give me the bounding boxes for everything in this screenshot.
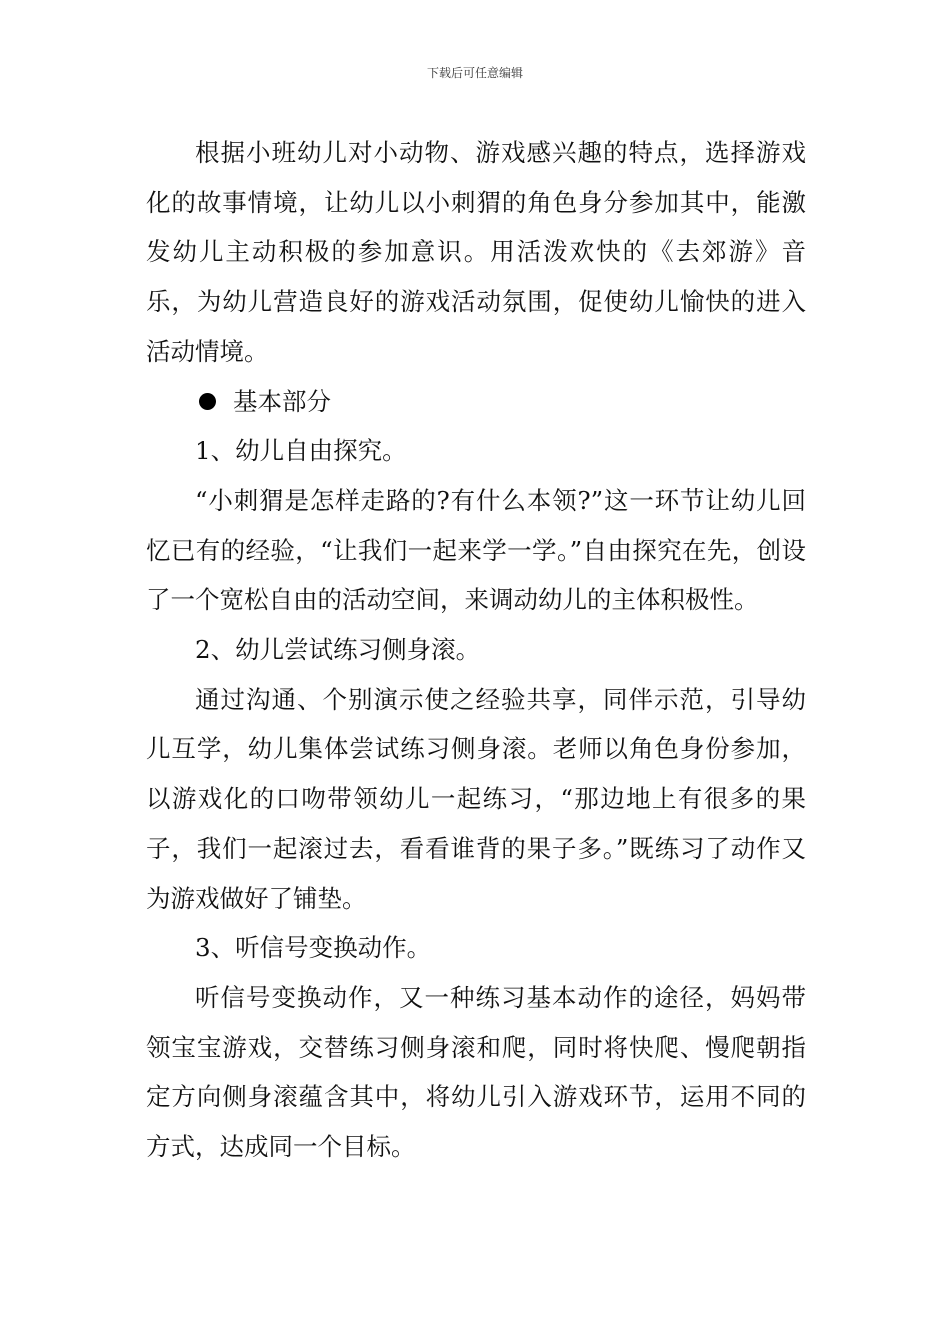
document-body bbox=[146, 128, 806, 1172]
item3-title: 3、听信号变换动作。 bbox=[195, 933, 432, 963]
section-heading: 基本部分 bbox=[233, 386, 331, 416]
intro-paragraph: 根据小班幼儿对小动物、游戏感兴趣的特点，选择游戏化的故事情境，让幼儿以小刺猬的角色身分参加其中，能激发幼儿主动积极的参加意识。用活泼欢快的《去郊游》音乐，为幼儿营造良好的游戏活动氛围，促使幼儿愉快的进入活动情境。 bbox=[146, 138, 806, 366]
item3-paragraph: 听信号变换动作，又一种练习基本动作的途径，妈妈带领宝宝游戏，交替练习侧身滚和爬，同时将快爬、慢爬朝指定方向侧身滚蕴含其中，将幼儿引入游戏环节，运用不同的方式，达成同一个目标。 bbox=[146, 982, 806, 1162]
bullet-icon bbox=[199, 393, 216, 410]
item2-title: 2、幼儿尝试练习侧身滚。 bbox=[195, 635, 481, 665]
item1-paragraph: “小刺猬是怎样走路的?有什么本领?”这一环节让幼儿回忆已有的经验，“让我们一起来学一学。”自由探究在先，创设了一个宽松自由的活动空间，来调动幼儿的主体积极性。 bbox=[146, 485, 806, 615]
item2-paragraph: 通过沟通、个别演示使之经验共享，同伴示范，引导幼儿互学，幼儿集体尝试练习侧身滚。老师以角色身份参加，以游戏化的口吻带领幼儿一起练习，“那边地上有很多的果子，我们一起滚过去，看看谁背的果子多。”既练习了动作又为游戏做好了铺垫。 bbox=[146, 684, 806, 913]
item1-title: 1、幼儿自由探究。 bbox=[195, 436, 407, 466]
page-header: 下载后可任意编辑 bbox=[426, 66, 523, 80]
section-heading-row bbox=[146, 377, 806, 427]
